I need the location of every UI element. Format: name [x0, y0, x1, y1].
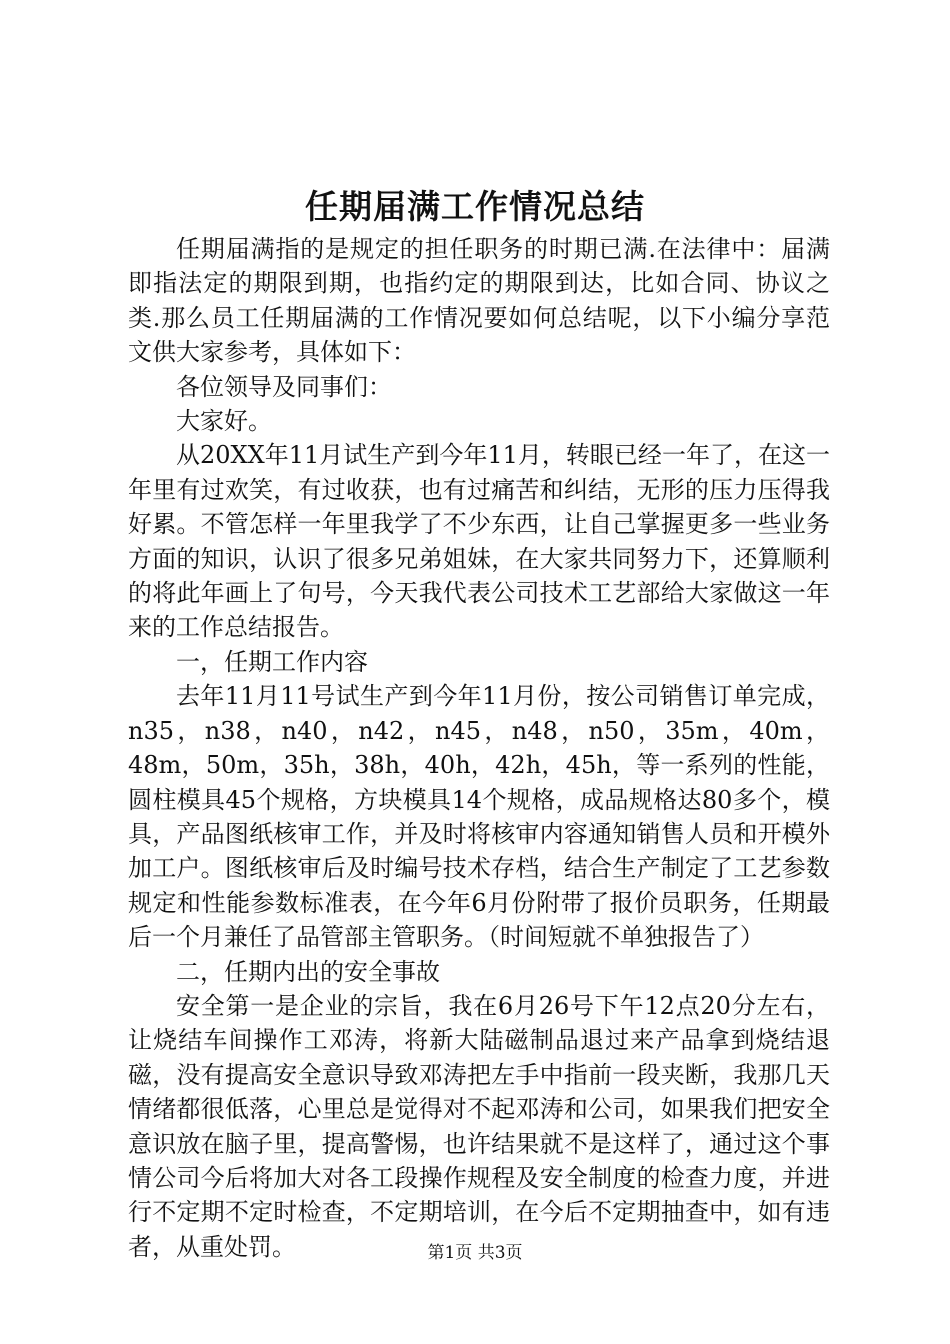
section-heading-work-content: 一，任期工作内容 — [176, 647, 368, 676]
document-title: 任期届满工作情况总结 — [305, 187, 645, 226]
section-heading-safety-incident: 二，任期内出的安全事故 — [176, 957, 440, 986]
overview-paragraph: 从20XX年11月试生产到今年11月，转眼已经一年了，在这一年里有过欢笑，有过收获，也有过痛苦和纠结，无形的压力压得我好累。不管怎样一年里我学了不少东西，让自己掌握更多一些业务方面的知识，认识了很多兄弟姐妹，在大家共同努力下，还算顺利的将此年画上了句号，今天我代表公司技术工艺部给大家做这一年来的工作总结报告。 — [128, 441, 830, 642]
intro-paragraph: 任期届满指的是规定的担任职务的时期已满.在法律中：届满即指法定的期限到期，也指约定的期限到达，比如合同、协议之类.那么员工任期届满的工作情况要如何总结呢，以下小编分享范文供大家参考，具体如下： — [128, 235, 830, 367]
document-body — [128, 232, 830, 1264]
page-footer: 第1页 共3页 — [427, 1243, 523, 1263]
greeting-paragraph: 大家好。 — [176, 407, 272, 436]
safety-incident-paragraph: 安全第一是企业的宗旨，我在6月26号下午12点20分左右，让烧结车间操作工邓涛，将新大陆磁制品退过来产品拿到烧结退磁，没有提高安全意识导致邓涛把左手中指前一段夹断，我那几天情绪都很低落，心里总是觉得对不起邓涛和公司，如果我们把安全意识放在脑子里，提高警惕，也许结果就不是这样了，通过这个事情公司今后将加大对各工段操作规程及安全制度的检查力度，并进行不定期不定时检查，不定期培训，在今后不定期抽查中，如有违者，从重处罚。 — [128, 991, 830, 1261]
work-content-paragraph: 去年11月11号试生产到今年11月份，按公司销售订单完成，n35，n38，n40，n42，n45，n48，n50，35m，40m，48m，50m，35h，38h，40h，42h，45h，等一系列的性能，圆柱模具45个规格，方块模具14个规格，成品规格达80多个，模具，产品图纸核审工作，并及时将核审内容通知销售人员和开模外加工户。图纸核审后及时编号技术存档，结合生产制定了工艺参数规定和性能参数标准表，在今年6月份附带了报价员职务，任期最后一个月兼任了品管部主管职务。（时间短就不单独报告了） — [128, 682, 830, 952]
salutation-paragraph: 各位领导及同事们： — [176, 372, 392, 401]
